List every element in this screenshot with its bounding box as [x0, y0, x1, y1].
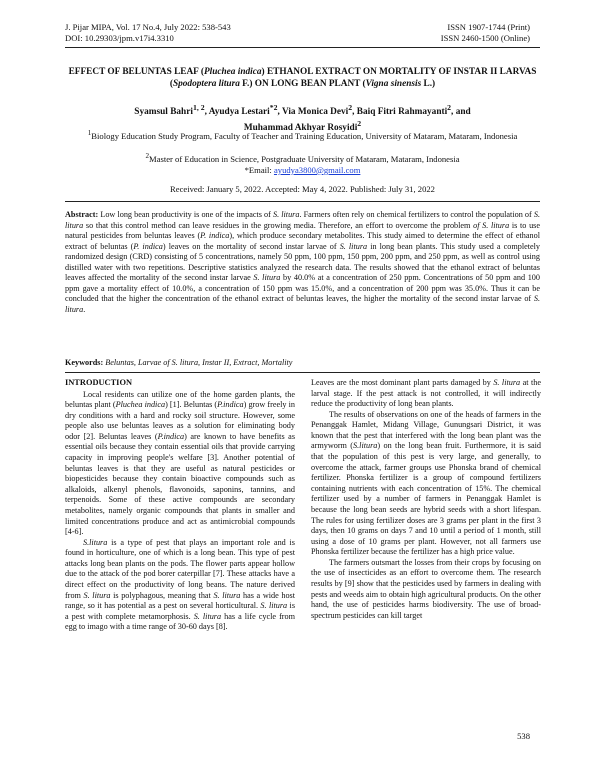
intro-paragraph-1: Local residents can utilize one of the home garden plants, the beluntas plant (Pluchea indica) [1]. Beluntas (P.indica) grow freely in dry conditions with a hard and rocky soil structure. However, some people also use beluntas leaves as a solution for eliminating body odor [2]. Beluntas leaves (P.indica) are known to have benefits as essential oils because they contain essential oils that provide carrying capacity in improving people's welfare [3]. Another potential of beluntas leaves is that they are useful as natural pesticides or biopesticides because they contain bioactive compounds such as alkaloids, alkenyl phenols, flavonoids, saponins, tannins, and terpenoids. Some of these active compounds are secondary metabolites, namely organic compounds that plants in smaller and limited concentrations produce and act as antimicrobial compounds [4-6].	[65, 389, 296, 537]
intro-paragraph-2: S.litura is a type of pest that plays an important role and is found in horticulture, one of which is a long bean. This type of pest attacks long bean plants on the pods. The flower parts appear hollow due to the attack of the pod borer caterpillar [7]. These attacks have a direct effect on the productivity of long beans. The nature derived from S. litura is polyphagous, meaning that S. litura has a wide host range, so it has potential as a pest on several horticultural. S. litura is a pest with complete metamorphosis. S. litura has a life cycle from egg to imago with a time range of 30-60 days [8].	[65, 537, 296, 632]
keywords: Keywords: Beluntas, Larvae of S. litura, Instar II, Extract, Mortality	[65, 358, 293, 367]
intro-paragraph-4: The results of observations on one of the heads of farmers in the Penanggak Hamlet, Midang Village, Gunungsari District, it was known that the pest that interfered with the long bean plant was the armyworm (S.litura) on the long bean fruit. Furthermore, it is said that the population of this pest is very large, and generally, to overcome the attack, farmer groups use Phonska brand of chemical fertilizer. Phonska fertilizer is a group of compound fertilizers containing nutrients with each concentration of 15%. The chemical fertilizer used by a number of farmers in Penanggak Hamlet is because the long bean seeds are hybrid seeds with a short lifespan. The rules for using fertilizer doses are 3 grams per plant in the first 3 days, then 10 grams on days 7 and 10 until a period of 1 month, still using a dose of 10 grams per plant. However, not all farmers use Phonska fertilizer because the fertilizer has a high price value.	[311, 409, 541, 557]
header-rule	[65, 47, 540, 48]
right-column	[311, 378, 541, 621]
issn-print: ISSN 1907-1744 (Print)	[447, 22, 530, 32]
affiliation-1: $^1$Biology Education Study Program, Faculty of Teacher and Training Education, University of Mataram, Mataram, Indonesia	[87, 129, 518, 141]
email-link[interactable]: ayudya3800@gmail.com	[273, 164, 361, 175]
publication-dates: Received: January 5, 2022. Accepted: May 4, 2022. Published: July 31, 2022	[170, 184, 435, 194]
intro-paragraph-5: The farmers outsmart the losses from their crops by focusing on the use of insecticides as an effort to overcome them. The research results by [9] show that the pesticides used by farmers in dealing with pests and weeds aim to obtain high agricultural products. On the other hand, the use of pesticides harms biodiversity. The use of broad-spectrum pesticides can kill target	[311, 557, 541, 620]
abstract: Abstract: Low long bean productivity is one of the impacts of S. litura. Farmers often rely on chemical fertilizers to control the population of S. litura so that this control method can leave residues in the growing media. Therefore, an effort to overcome the problem of S. litura is to use natural pesticides from beluntas leaves (P. indica), which produce secondary metabolites. This study aimed to determine the effect of ethanol extract of beluntas (P. indica) leaves on the mortality of second instar larvae of S. litura in long bean plants. This study used a completely randomized design (CRD) consisting of 5 concentrations, namely 50 ppm, 100 ppm, 150 ppm, 200 ppm, and 250 ppm, as well as control using distilled water with two repetitions. Descriptive statistics analyzed the research data. The results showed that the ethanol extract of beluntas leaves affected the mortality of the second instar larvae S. litura by 40.0% at a concentration of 250 ppm. Concentrations of 50 ppm and 100 ppm gave a mortality effect of 10.0%, a concentration of 150 ppm was 15.0%, and a concentration of 200 ppm was 35.0%. Thus it can be concluded that the higher the concentration of the ethanol extract of beluntas leaves, the higher the mortality of the second instar larvae of S. litura.	[65, 210, 540, 314]
intro-paragraph-3: Leaves are the most dominant plant parts damaged by S. litura at the larval stage. If the pest attack is not controlled, it will indirectly reduce the productivity of long bean plants.	[311, 378, 541, 409]
doi: DOI: 10.29303/jpm.v17i4.3310	[65, 33, 174, 43]
journal-citation: J. Pijar MIPA, Vol. 17 No.4, July 2022: 538-543	[65, 22, 231, 32]
author-list: Syamsul Bahri$^{1, 2}$, Ayudya Lestari$^{*2}$, Via Monica Devi$^2$, Baiq Fitri Rahmayanti$^2$, and Muhammad Akhyar Rosyidi$^2$	[134, 103, 471, 134]
left-column	[65, 378, 295, 633]
section-heading-introduction: INTRODUCTION	[65, 378, 133, 387]
keywords-rule	[65, 372, 540, 373]
issn-online: ISSN 2460-1500 (Online)	[440, 33, 530, 43]
journal-header-right	[441, 22, 530, 44]
journal-header-left	[65, 22, 231, 44]
abstract-top-rule	[65, 201, 540, 202]
affiliation-2: $^2$Master of Education in Science, Postgraduate University of Mataram, Mataram, Indonesia *Email: ayudya3800@gmail.com	[145, 152, 460, 175]
page-number: 538	[517, 731, 530, 741]
paper-title: EFFECT OF BELUNTAS LEAF (Pluchea indica) ETHANOL EXTRACT ON MORTALITY OF INSTAR II LARVAS (Spodoptera litura F.) ON LONG BEAN PLANT (Vigna sinensis L.)	[68, 67, 537, 89]
